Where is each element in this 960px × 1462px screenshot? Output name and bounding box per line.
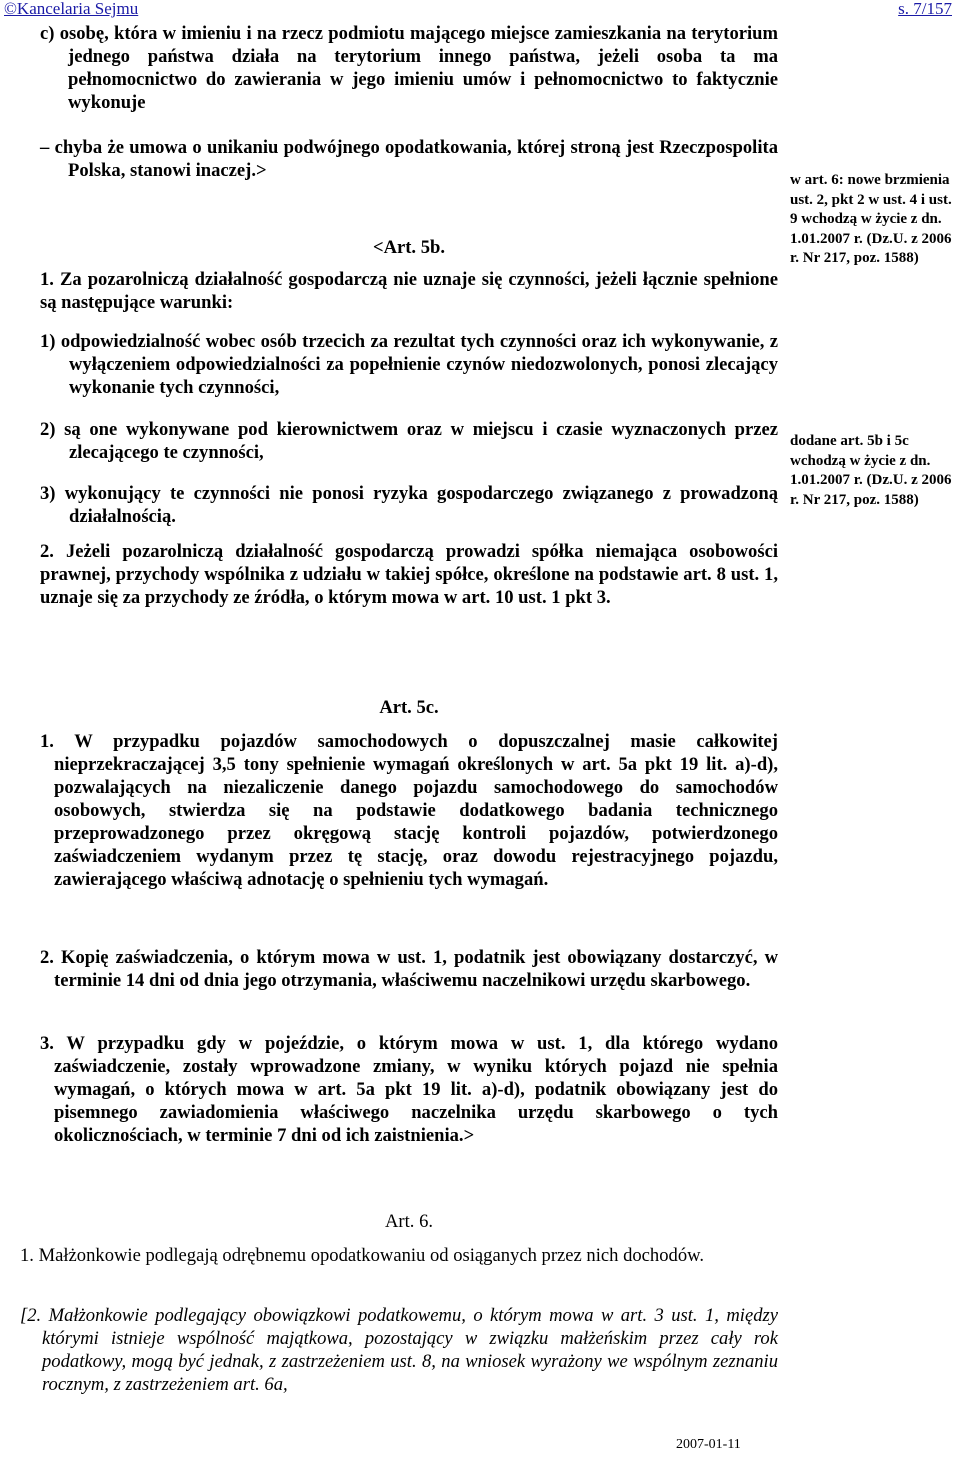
art5b-paragraph-2-block xyxy=(40,540,778,609)
art5b-item-1-block xyxy=(40,330,778,399)
art5c-paragraph-3: 3. W przypadku gdy w pojeździe, o którym mowa w ust. 1, dla którego wydano zaświadczenie, zostały wprowadzone zmiany, w wyniku których pojazd nie spełnia wymagań, o których mowa w art. 5a pkt 19 lit. a)-d), podatnik obowiązany jest do pisemnego zawiadomienia właściwego naczelnika urzędu skarbowego o tych okolicznościach, w terminie 7 dni od ich zaistnienia.> xyxy=(40,1033,778,1146)
side-note-art6: w art. 6: nowe brzmienia ust. 2, pkt 2 w ust. 4 i ust. 9 wchodzą w życie z dn. 1.01.2007 r. (Dz.U. z 2006 r. Nr 217, poz. 1588) xyxy=(790,172,952,266)
art5b-title-text: <Art. 5b. xyxy=(372,237,446,258)
art5b-title xyxy=(40,236,778,259)
block-item-c xyxy=(40,22,778,114)
art5c-title xyxy=(40,696,778,719)
art6-title-text: Art. 6. xyxy=(384,1211,434,1232)
art5b-item-2-block xyxy=(40,418,778,464)
art6-paragraph-2: [2. Małżonkowie podlegający obowiązkowi podatkowemu, o którym mowa w art. 3 ust. 1, między którymi istnieje wspólność majątkowa, pozostający w związku małżeńskim przez cały rok podatkowy, mogą być jednak, z zastrzeżeniem ust. 8, na wniosek wyrażony we wspólnym zeznaniu rocznym, z zastrzeżeniem art. 6a, xyxy=(20,1305,778,1395)
art5b-block xyxy=(40,268,778,314)
art5c-paragraph-1: 1. W przypadku pojazdów samochodowych o dopuszczalnej masie całkowitej nieprzekraczającej 3,5 tony spełnienie wymagań określonych w art. 5a pkt 19 lit. a)-d), pozwalających na niezaliczenie danego pojazdu samochodowego do samochodów osobowych, stwierdza się na podstawie dodatkowego badania technicznego przeprowadzonego przez okręgową stację kontroli pojazdów, potwierdzonego zaświadczeniem wydanym przez tę stację, oraz dowodu rejestracyjnego pojazdu, zawierającego właściwą adnotację o spełnieniu tych wymagań. xyxy=(40,731,778,890)
art5c-paragraph-1-block xyxy=(40,730,778,891)
art5c-paragraph-2: 2. Kopię zaświadczenia, o którym mowa w ust. 1, podatnik jest obowiązany dostarczyć, w terminie 14 dni od dnia jego otrzymania, właściwemu naczelnikowi urzędu skarbowego. xyxy=(40,947,778,991)
art5b-item-3-block xyxy=(40,482,778,528)
art6-paragraph-1: 1. Małżonkowie podlegają odrębnemu opodatkowaniu od osiąganych przez nich dochodów. xyxy=(20,1245,704,1266)
art6-paragraph-2-block xyxy=(20,1304,778,1396)
art6-paragraph-1-block xyxy=(20,1244,778,1267)
footer-date: 2007-01-11 xyxy=(676,1437,741,1452)
art5b-paragraph-1: 1. Za pozarolniczą działalność gospodarczą nie uznaje się czynności, jeżeli łącznie spełnione są następujące warunki: xyxy=(40,269,778,313)
art5c-title-text: Art. 5c. xyxy=(379,697,439,718)
art5b-item-3: 3) wykonujący te czynności nie ponosi ryzyka gospodarczego związanego z prowadzoną działalnością. xyxy=(40,483,778,527)
item-c-paragraph: c) osobę, która w imieniu i na rzecz podmiotu mającego miejsce zamieszkania na terytorium jednego państwa działa na terytorium innego państwa, jeżeli osoba ta ma pełnomocnictwo do zawierania w jego imieniu umów i pełnomocnictwo to faktycznie wykonuje xyxy=(40,23,778,113)
art5b-item-1: 1) odpowiedzialność wobec osób trzecich za rezultat tych czynności oraz ich wykonywanie, z wyłączeniem odpowiedzialności za popełnienie czynów niedozwolonych, ponosi zlecający wykonanie tych czynności, xyxy=(40,331,778,398)
unless-clause-paragraph: – chyba że umowa o unikaniu podwójnego opodatkowania, której stroną jest Rzeczpospolita Polska, stanowi inaczej.> xyxy=(40,137,778,181)
block-unless-clause xyxy=(40,136,778,182)
art5c-paragraph-3-block xyxy=(40,1032,778,1147)
art6-title xyxy=(40,1210,778,1233)
art5b-paragraph-2: 2. Jeżeli pozarolniczą działalność gospodarczą prowadzi spółka niemająca osobowości prawnej, przychody wspólnika z udziału w takiej spółce, określone na podstawie art. 8 ust. 1, uznaje się za przychody ze źródła, o którym mowa w art. 10 ust. 1 pkt 3. xyxy=(40,541,778,608)
side-note-art5b-5c: dodane art. 5b i 5c wchodzą w życie z dn. 1.01.2007 r. (Dz.U. z 2006 r. Nr 217, poz. 1588) xyxy=(790,433,952,508)
art5b-item-2: 2) są one wykonywane pod kierownictwem oraz w miejscu i czasie wyznaczonych przez zlecającego te czynności, xyxy=(40,419,778,463)
header-page-number-link[interactable]: s. 7/157 xyxy=(898,0,952,18)
art5c-paragraph-2-block xyxy=(40,946,778,992)
header-publisher-link[interactable]: ©Kancelaria Sejmu xyxy=(4,0,139,18)
